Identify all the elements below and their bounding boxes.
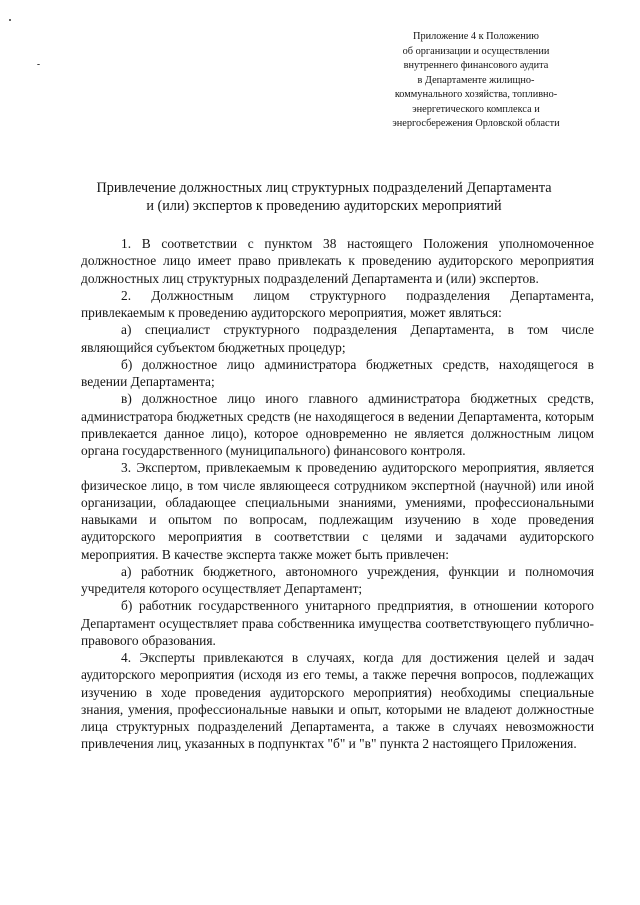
scan-speck <box>37 64 40 65</box>
paragraph-2: 2. Должностным лицом структурного подразделения Департамента, привлекаемым к проведению аудиторского мероприятия, может являться: <box>81 287 594 320</box>
paragraph-3: 3. Экспертом, привлекаемым к проведению аудиторского мероприятия, является физическое лицо, в том числе являющееся сотрудником экспертной (научной) или иной организации, обладающее специальными знаниями, умениями, профессиональными навыками и опытом по вопросам, подлежащим изучению в ходе проведения аудиторского мероприятия в соответствии с целями и задачами аудиторского мероприятия. В качестве эксперта также может быть привлечен: <box>81 460 594 562</box>
title-line: и (или) экспертов к проведению аудиторских мероприятий <box>146 197 502 214</box>
paragraph-3a: а) работник бюджетного, автономного учреждения, функции и полномочия учредителя которого осуществляет Департамент; <box>81 563 594 596</box>
appendix-line: Приложение 4 к Положению <box>413 31 539 42</box>
document-body <box>81 235 594 753</box>
scan-speck <box>9 19 11 21</box>
appendix-line: энергетического комплекса и <box>412 103 540 115</box>
appendix-line: внутреннего финансового аудита <box>403 60 549 71</box>
paragraph-1: 1. В соответствии с пунктом 38 настоящего Положения уполномоченное должностное лицо имеет право привлекать к проведению аудиторского мероприятия должностных лиц структурных подразделений Департамента и (или) экспертов. <box>81 236 594 286</box>
document-title <box>70 180 578 215</box>
paragraph-4: 4. Эксперты привлекаются в случаях, когда для достижения целей и задач аудиторского мероприятия (исходя из его темы, а также перечня вопросов, подлежащих изучению в ходе проведения аудиторского мероприятия) необходимы специальные знания, умения, профессиональные навыки и опыт, которыми не владеют должностные лица структурных подразделений Департамента, а также в случаях невозможности привлечения лиц, указанных в подпунктах "б" и "в" пункта 2 настоящего Приложения. <box>81 650 594 752</box>
appendix-line: энергосбережения Орловской области <box>392 118 560 129</box>
appendix-line: коммунального хозяйства, топливно- <box>394 89 558 100</box>
paragraph-2a: а) специалист структурного подразделения Департамента, в том числе являющийся субъектом бюджетных процедур; <box>81 322 594 355</box>
appendix-line: в Департаменте жилищно- <box>417 74 535 86</box>
paragraph-2c: в) должностное лицо иного главного администратора бюджетных средств, администратора бюджетных средств (не находящегося в ведении Департамента, которым привлекается данное лицо), которое одновременно не является должностным лицом органа государственного (муниципального) финансового контроля. <box>81 391 594 458</box>
title-line: Привлечение должностных лиц структурных подразделений Департамента <box>96 180 552 196</box>
paragraph-3b: б) работник государственного унитарного предприятия, в отношении которого Департамент осуществляет права собственника имущества соответствующего публично-правового образования. <box>81 598 594 648</box>
appendix-line: об организации и осуществлении <box>402 45 550 57</box>
paragraph-2b: б) должностное лицо администратора бюджетных средств, находящегося в ведении Департамента; <box>81 356 594 389</box>
appendix-header <box>360 30 592 132</box>
